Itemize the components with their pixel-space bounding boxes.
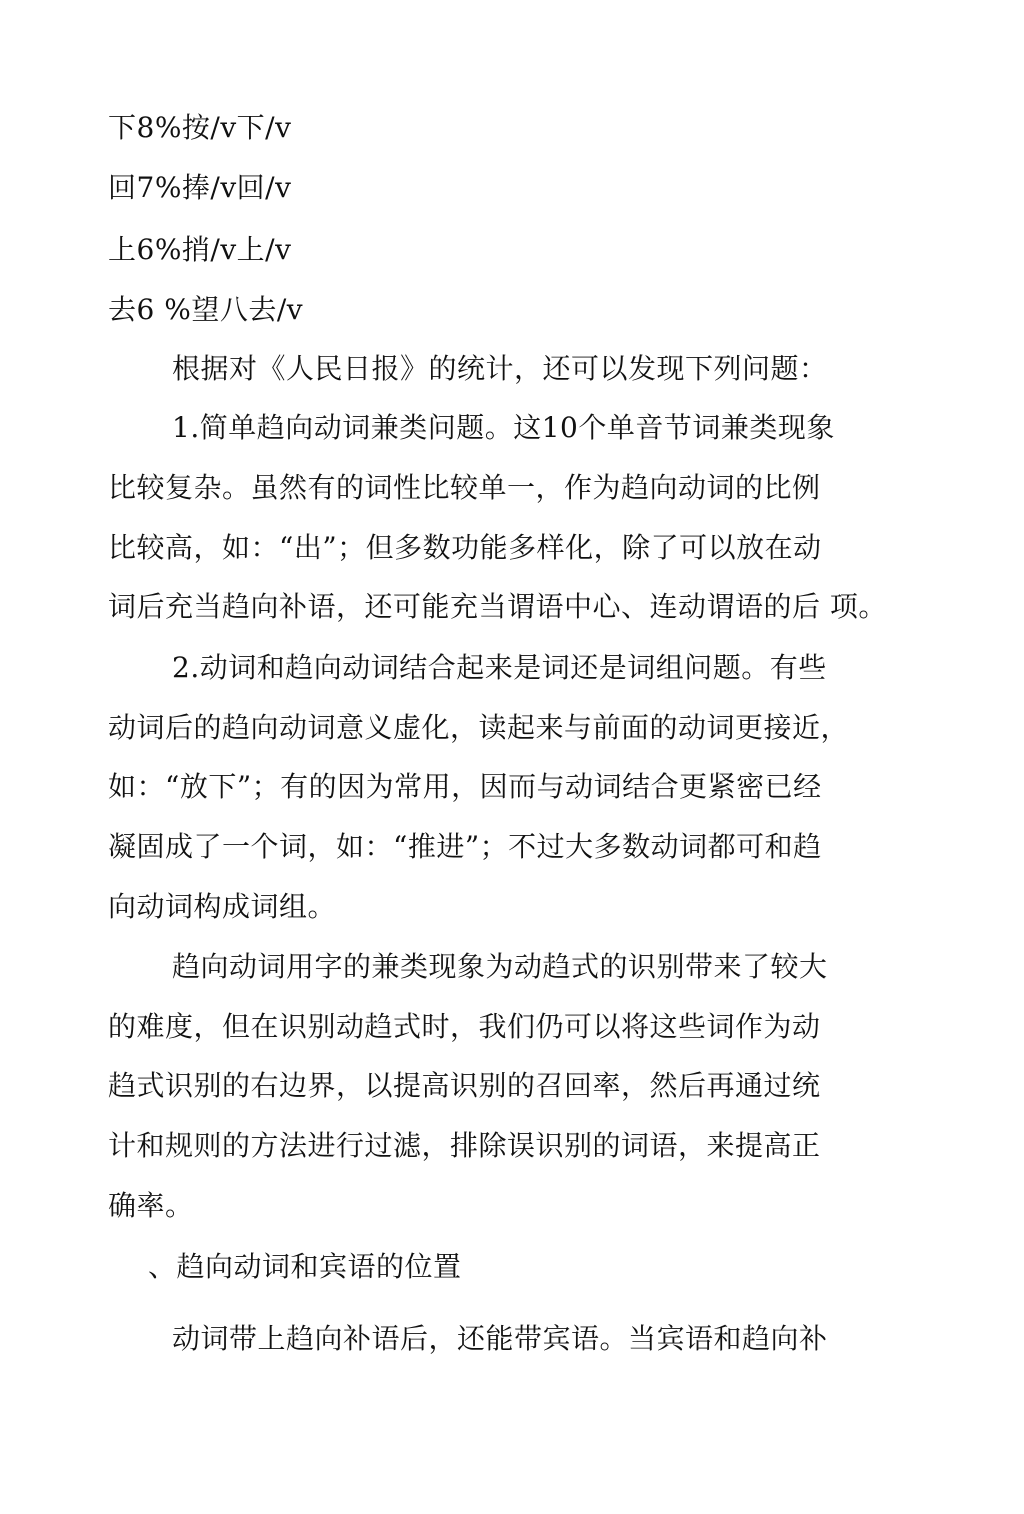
problem1-line: 比较高，如：“出”；但多数功能多样化，除了可以放在动 [108, 531, 822, 564]
stat-line-hui: 回7%捧/v回/v [108, 171, 292, 204]
problem2-line: 如：“放下”；有的因为常用，因而与动词结合更紧密已经 [108, 770, 822, 803]
section-paragraph-line: 动词带上趋向补语后，还能带宾语。当宾语和趋向补 [172, 1322, 828, 1355]
problem1-line: 1.简单趋向动词兼类问题。这10个单音节词兼类现象 [172, 411, 835, 444]
stat-line-qu: 去6 %望八去/v [108, 293, 304, 326]
summary-line: 趋向动词用字的兼类现象为动趋式的识别带来了较大 [172, 950, 828, 983]
summary-line: 计和规则的方法进行过滤，排除误识别的词语，来提高正 [108, 1129, 821, 1162]
problem2-line: 动词后的趋向动词意义虚化，读起来与前面的动词更接近， [108, 711, 850, 744]
summary-line: 的难度，但在识别动趋式时，我们仍可以将这些词作为动 [108, 1010, 821, 1043]
problem1-line: 词后充当趋向补语，还可能充当谓语中心、连动谓语的后 项。 [108, 590, 887, 623]
problem2-line: 向动词构成词组。 [108, 890, 337, 923]
section-heading: 、趋向动词和宾语的位置 [148, 1250, 462, 1283]
summary-line: 确率。 [108, 1189, 194, 1222]
intro-paragraph: 根据对《人民日报》的统计，还可以发现下列问题： [172, 352, 828, 385]
problem2-line: 2.动词和趋向动词结合起来是词还是词组问题。有些 [172, 651, 827, 684]
summary-line: 趋式识别的右边界，以提高识别的召回率，然后再通过统 [108, 1069, 821, 1102]
problem2-line: 凝固成了一个词，如：“推进”；不过大多数动词都可和趋 [108, 830, 822, 863]
problem1-line: 比较复杂。虽然有的词性比较单一，作为趋向动词的比例 [108, 471, 821, 504]
stat-line-xia: 下8%按/v下/v [108, 111, 292, 144]
stat-line-shang: 上6%捎/v上/v [108, 233, 292, 266]
